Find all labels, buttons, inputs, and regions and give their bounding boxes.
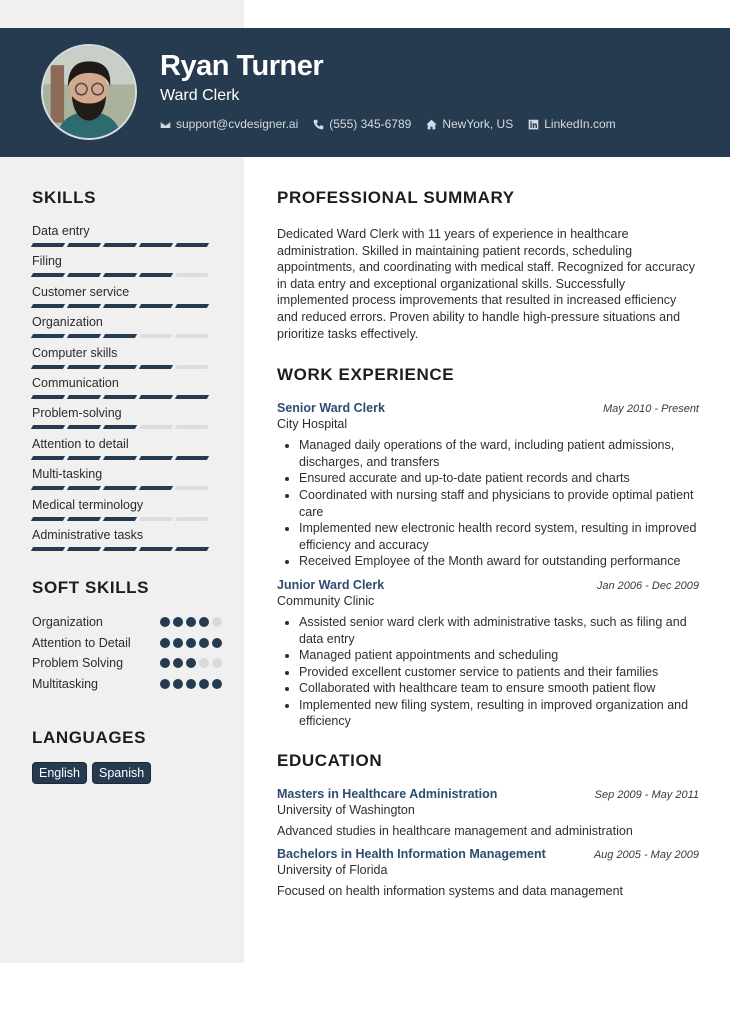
person-photo-icon [43, 46, 135, 138]
skill-level-segment [103, 243, 137, 247]
skill-level-segment [139, 334, 173, 338]
skill-level-segment [31, 456, 65, 460]
job-bullets [277, 437, 699, 570]
rating-dot-icon [160, 617, 170, 627]
skill-item [32, 285, 222, 315]
education-title: EDUCATION [277, 751, 383, 771]
soft-skill-rating [160, 658, 222, 668]
skill-level-segment [31, 365, 65, 369]
skill-label: Customer service [32, 284, 130, 299]
soft-skills-title: SOFT SKILLS [32, 578, 150, 598]
rating-dot-icon [173, 617, 183, 627]
skill-label: Filing [32, 254, 62, 269]
rating-dot-icon [186, 638, 196, 648]
school-name: University of Washington [277, 803, 415, 818]
soft-skill-rating [160, 679, 222, 689]
soft-skill-label: Attention to Detail [32, 635, 131, 650]
education-entry [277, 847, 699, 898]
contact-email-text: support@cvdesigner.ai [176, 117, 299, 131]
skill-level-segment [175, 547, 209, 551]
skill-label: Communication [32, 375, 119, 390]
skill-level-segment [175, 395, 209, 399]
skill-level-bar [32, 425, 222, 429]
skill-level-segment [103, 334, 137, 338]
rating-dot-icon [199, 617, 209, 627]
rating-dot-icon [212, 679, 222, 689]
languages-list [32, 762, 222, 784]
skill-level-segment [103, 425, 137, 429]
skill-level-segment [31, 486, 65, 490]
contact-linkedin[interactable] [528, 117, 615, 131]
education-date: Sep 2009 - May 2011 [594, 789, 699, 802]
job-entry [277, 578, 699, 730]
contact-list [160, 117, 616, 131]
job-title: Senior Ward Clerk [277, 401, 385, 416]
skill-level-segment [67, 273, 101, 277]
phone-icon [313, 119, 324, 130]
work-experience-title: WORK EXPERIENCE [277, 365, 455, 385]
skill-level-segment [67, 547, 101, 551]
contact-phone[interactable] [313, 117, 411, 131]
job-company: Community Clinic [277, 593, 375, 608]
profile-photo [41, 44, 137, 140]
job-bullet: • Received Employee of the Month award for outstanding performance [299, 553, 699, 570]
education-date: Aug 2005 - May 2009 [593, 849, 699, 862]
skill-level-segment [103, 273, 137, 277]
skill-level-segment [31, 273, 65, 277]
skill-label: Data entry [32, 224, 90, 238]
skill-item [32, 254, 222, 284]
job-bullet: • Assisted senior ward clerk with administrative tasks, such as filing and data entry [299, 614, 699, 647]
summary-title: PROFESSIONAL SUMMARY [277, 188, 515, 207]
contact-phone-text: (555) 345-6789 [329, 117, 412, 131]
skill-level-segment [31, 395, 65, 399]
skill-item [32, 315, 222, 345]
skill-level-segment [67, 304, 101, 308]
skill-level-bar [32, 243, 222, 247]
skill-level-segment [175, 517, 209, 521]
rating-dot-icon [173, 658, 183, 668]
job-bullet: • Collaborated with healthcare team to ensure smooth patient flow [299, 680, 699, 697]
job-bullet: • Managed daily operations of the ward, including patient admissions, discharges, and transfers [299, 437, 699, 470]
skill-level-bar [32, 486, 222, 490]
skill-level-segment [103, 395, 137, 399]
skill-level-segment [139, 425, 173, 429]
skill-item [32, 467, 222, 497]
skill-level-segment [67, 456, 101, 460]
skill-level-segment [103, 304, 137, 308]
soft-skill-item [32, 655, 222, 672]
skill-level-bar [32, 456, 222, 460]
skill-level-segment [31, 517, 65, 521]
skill-item [32, 346, 222, 376]
skill-level-segment [139, 456, 173, 460]
skill-level-segment [139, 365, 173, 369]
skill-level-segment [31, 243, 65, 247]
skill-item [32, 498, 222, 528]
job-date: Jan 2006 - Dec 2009 [596, 579, 699, 592]
skill-level-bar [32, 304, 222, 308]
soft-skill-label: Problem Solving [32, 656, 124, 671]
education-list [277, 787, 699, 898]
rating-dot-icon [173, 679, 183, 689]
skill-level-bar [32, 273, 222, 277]
rating-dot-icon [212, 617, 222, 627]
skill-item [32, 437, 222, 467]
job-date: May 2010 - Present [603, 403, 699, 416]
skill-level-segment [103, 547, 137, 551]
skill-label: Organization [32, 315, 103, 330]
skill-level-segment [175, 243, 209, 247]
contact-linkedin-text: LinkedIn.com [544, 117, 616, 131]
envelope-icon [160, 119, 171, 130]
contact-location [426, 117, 513, 131]
skill-level-bar [32, 334, 222, 338]
main-content [277, 188, 699, 898]
rating-dot-icon [199, 679, 209, 689]
skill-level-segment [67, 395, 101, 399]
linkedin-icon [528, 119, 539, 130]
skill-level-segment [175, 486, 209, 490]
rating-dot-icon [160, 638, 170, 648]
skill-label: Attention to detail [32, 436, 129, 451]
contact-location-text: NewYork, US [442, 117, 514, 131]
rating-dot-icon [160, 658, 170, 668]
skill-level-segment [139, 304, 173, 308]
rating-dot-icon [199, 638, 209, 648]
jobs-list [277, 401, 699, 730]
skill-level-segment [139, 486, 173, 490]
home-icon [426, 119, 437, 130]
job-bullet: • Coordinated with nursing staff and physicians to provide optimal patient care [299, 487, 699, 520]
skill-level-segment [175, 425, 209, 429]
resume-header [0, 28, 730, 157]
skill-label: Medical terminology [32, 497, 144, 512]
rating-dot-icon [186, 617, 196, 627]
job-header [277, 401, 699, 415]
soft-skill-item [32, 635, 222, 652]
education-description: Focused on health information systems and data management [277, 884, 624, 899]
skill-level-segment [103, 517, 137, 521]
soft-skill-label: Multitasking [32, 676, 98, 691]
skill-label: Multi-tasking [32, 467, 103, 482]
skill-level-segment [31, 334, 65, 338]
candidate-name: Ryan Turner [160, 50, 324, 82]
soft-skill-item [32, 614, 222, 631]
job-bullet: • Implemented new electronic health record system, resulting in improved efficiency and accuracy [299, 520, 699, 553]
skill-level-segment [103, 486, 137, 490]
skill-level-segment [67, 425, 101, 429]
skill-level-bar [32, 365, 222, 369]
candidate-role: Ward Clerk [160, 87, 240, 104]
skill-level-segment [139, 395, 173, 399]
summary-text: Dedicated Ward Clerk with 11 years of experience in healthcare administration. Skilled in maintaining patient records, scheduling appointments, and coordinating with medical staff. Recognized for accuracy in data entry and exceptional organizational skills. Successfully implemented process improvements that resulted in increased efficiency and reduced errors. Proven ability to handle high-pressure situations and prioritize tasks effectively. [277, 227, 696, 341]
skill-level-segment [31, 425, 65, 429]
job-bullets [277, 614, 699, 730]
languages-title: LANGUAGES [32, 728, 147, 748]
education-header [277, 847, 699, 861]
skill-level-segment [175, 273, 209, 277]
skill-level-segment [103, 456, 137, 460]
education-header [277, 787, 699, 801]
skill-item [32, 528, 222, 558]
skill-item [32, 406, 222, 436]
skill-level-segment [139, 273, 173, 277]
job-bullet: • Managed patient appointments and scheduling [299, 647, 699, 664]
rating-dot-icon [186, 679, 196, 689]
skill-level-bar [32, 517, 222, 521]
skill-level-bar [32, 395, 222, 399]
job-header [277, 578, 699, 592]
soft-skill-rating [160, 638, 222, 648]
soft-skills-list [32, 614, 222, 692]
skill-level-segment [175, 456, 209, 460]
skill-level-segment [67, 243, 101, 247]
rating-dot-icon [186, 658, 196, 668]
skill-level-segment [175, 365, 209, 369]
skill-level-segment [67, 365, 101, 369]
rating-dot-icon [212, 658, 222, 668]
skill-level-segment [67, 486, 101, 490]
sidebar [32, 188, 222, 784]
degree-title: Masters in Healthcare Administration [277, 787, 498, 802]
job-company: City Hospital [277, 417, 348, 432]
skill-level-bar [32, 547, 222, 551]
skill-label: Problem-solving [32, 406, 122, 421]
rating-dot-icon [199, 658, 209, 668]
rating-dot-icon [212, 638, 222, 648]
skill-item [32, 376, 222, 406]
job-entry [277, 401, 699, 570]
rating-dot-icon [160, 679, 170, 689]
skill-label: Administrative tasks [32, 527, 144, 542]
skill-level-segment [103, 365, 137, 369]
skill-level-segment [67, 334, 101, 338]
soft-skill-item [32, 676, 222, 693]
education-description: Advanced studies in healthcare management and administration [277, 824, 633, 839]
skill-label: Computer skills [32, 345, 118, 360]
contact-email[interactable] [160, 117, 298, 131]
skill-item [32, 224, 222, 254]
job-bullet: • Ensured accurate and up-to-date patient records and charts [299, 470, 699, 487]
skill-level-segment [31, 304, 65, 308]
job-title: Junior Ward Clerk [277, 577, 385, 592]
skill-level-segment [139, 547, 173, 551]
soft-skill-rating [160, 617, 222, 627]
skill-level-segment [139, 243, 173, 247]
language-badge: Spanish [92, 762, 151, 784]
job-bullet: • Provided excellent customer service to patients and their families [299, 664, 699, 681]
skill-level-segment [175, 304, 209, 308]
skill-level-segment [139, 517, 173, 521]
rating-dot-icon [173, 638, 183, 648]
soft-skill-label: Organization [32, 615, 103, 630]
skills-title: SKILLS [32, 188, 97, 207]
skill-level-segment [175, 334, 209, 338]
school-name: University of Florida [277, 863, 388, 878]
education-entry [277, 787, 699, 838]
job-bullet: • Implemented new filing system, resulting in improved organization and efficiency [299, 697, 699, 730]
language-badge: English [32, 762, 87, 784]
degree-title: Bachelors in Health Information Management [277, 847, 546, 862]
skills-list [32, 224, 222, 558]
skill-level-segment [67, 517, 101, 521]
skill-level-segment [31, 547, 65, 551]
